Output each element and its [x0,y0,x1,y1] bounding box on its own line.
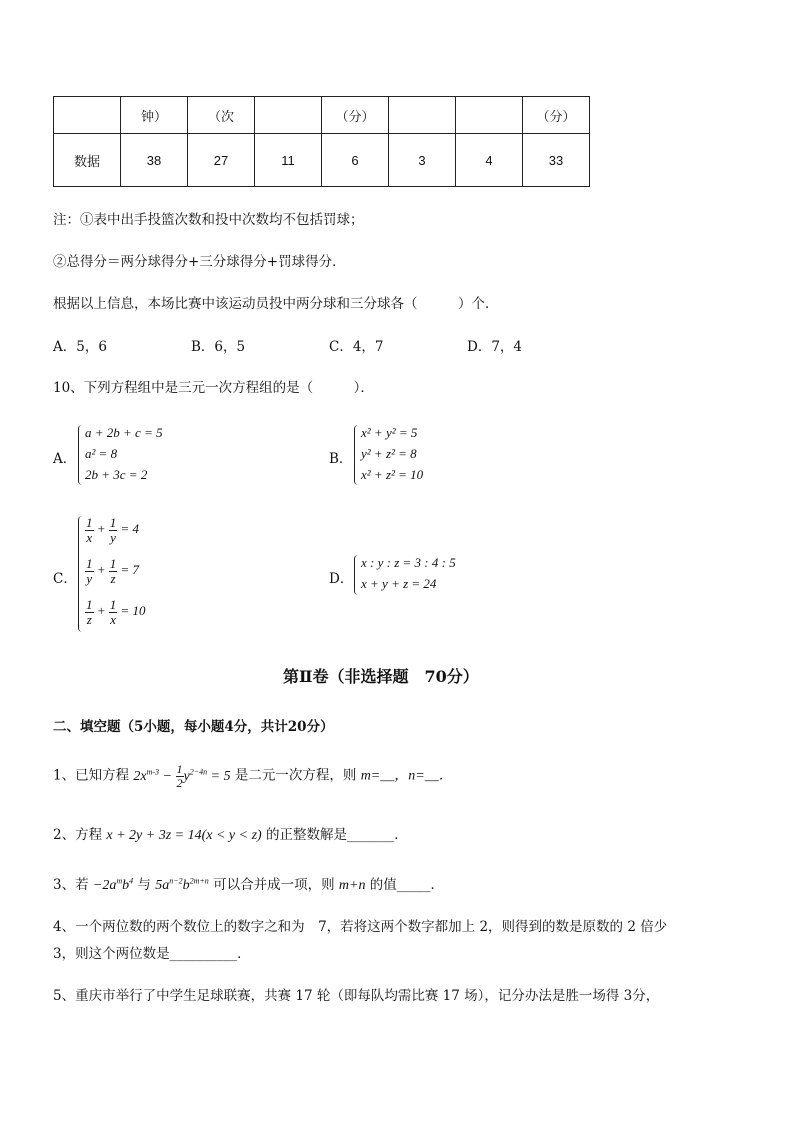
fill-question-4-line1: 4、一个两位数的两个数位上的数字之和为 7，若将这两个数字都加上 2，则得到的数是原数的 2 倍少 [53,919,668,935]
question-9-stem: 根据以上信息，本场比赛中该运动员投中两分球和三分球各（ ）个． [53,296,499,312]
q10-c-eq3: $\frac{1}{z}$ + $\frac{1}{x}$ = 10 [86,597,146,627]
q10-b-eq3: x² + z² = 10 [361,467,424,482]
q10-option-d-label[interactable]: D． [329,571,354,587]
table-header-cell: （分） [523,97,590,134]
table-cell: 4 [456,134,523,187]
table-header-cell [389,97,456,134]
q10-a-eq2: a² = 8 [85,446,118,461]
brace-icon [78,516,85,632]
q10-a-eq3: 2b + 3c = 2 [85,467,148,482]
table-header-cell: （分） [322,97,389,134]
question-10-stem: 10、下列方程组中是三元一次方程组的是（ ）． [53,380,374,396]
brace-icon [354,425,361,485]
q10-b-eq1: x² + y² = 5 [361,425,418,440]
section-title: 第Ⅱ卷（非选择题 70分） [283,667,479,686]
q10-b-eq2: y² + z² = 8 [361,446,417,461]
q10-a-eq1: a + 2b + c = 5 [85,425,163,440]
q10-d-eq2: x + y + z = 24 [361,576,437,591]
table-cell: 38 [121,134,188,187]
q10-c-eq2: $\frac{1}{y}$ + $\frac{1}{z}$ = 7 [86,556,140,586]
q10-option-a-label[interactable]: A． [53,451,77,467]
brace-icon [78,425,85,485]
q10-option-b-label[interactable]: B． [329,451,353,467]
part-title: 二、填空题（5小题，每小题4分，共计20分） [53,719,334,735]
brace-icon [354,555,361,595]
table-header-row [54,97,590,134]
fill-question-5-line1: 5、重庆市举行了中学生足球联赛，共赛 17 轮（即每队均需比赛 17 场），记分办法是胜一场得 3分， [53,988,660,1004]
q9-option-a[interactable]: A．5，6 [53,339,107,355]
q9-option-b[interactable]: B．6，5 [191,339,246,355]
table-header-cell: （次 [188,97,255,134]
table-cell: 27 [188,134,255,187]
table-header-cell [255,97,322,134]
note-1: 注：①表中出手投篮次数和投中次数均不包括罚球； [53,212,364,228]
table-row-label: 数据 [54,134,121,187]
q10-option-c-label[interactable]: C． [53,571,77,587]
table-header-cell: 钟） [121,97,188,134]
note-2: ②总得分＝两分球得分+三分球得分+罚球得分． [53,254,346,270]
table-cell: 33 [523,134,590,187]
table-cell: 11 [255,134,322,187]
table-cell: 6 [322,134,389,187]
table-header-cell [456,97,523,134]
table-header-cell [54,97,121,134]
fill-question-2: 2、方程 x + 2y + 3z = 14(x < y < z) 的正整数解是_______． [53,827,408,843]
data-table [53,96,590,187]
q9-option-c[interactable]: C．4，7 [329,339,384,355]
fill-question-1: 1、已知方程 $2x^{m-3}$ − $\frac{1}{2}$ $y^{2-4n} = 5$ 是二元一次方程，则 m=__，n=__． [53,762,453,790]
fill-question-4-line2: 3，则这个两位数是__________． [53,946,251,962]
q9-option-d[interactable]: D．7，4 [467,339,523,355]
table-row [54,134,590,187]
q10-c-eq1: $\frac{1}{x}$ + $\frac{1}{y}$ = 4 [86,515,140,545]
q10-d-eq1: x : y : z = 3 : 4 : 5 [361,555,456,570]
fill-question-3: 3、若 $-2a^mb^4$ 与 $5a^{n-2}b^{2m+n}$ 可以合并成一项，则 m+n 的值_____． [53,876,445,893]
table-cell: 3 [389,134,456,187]
